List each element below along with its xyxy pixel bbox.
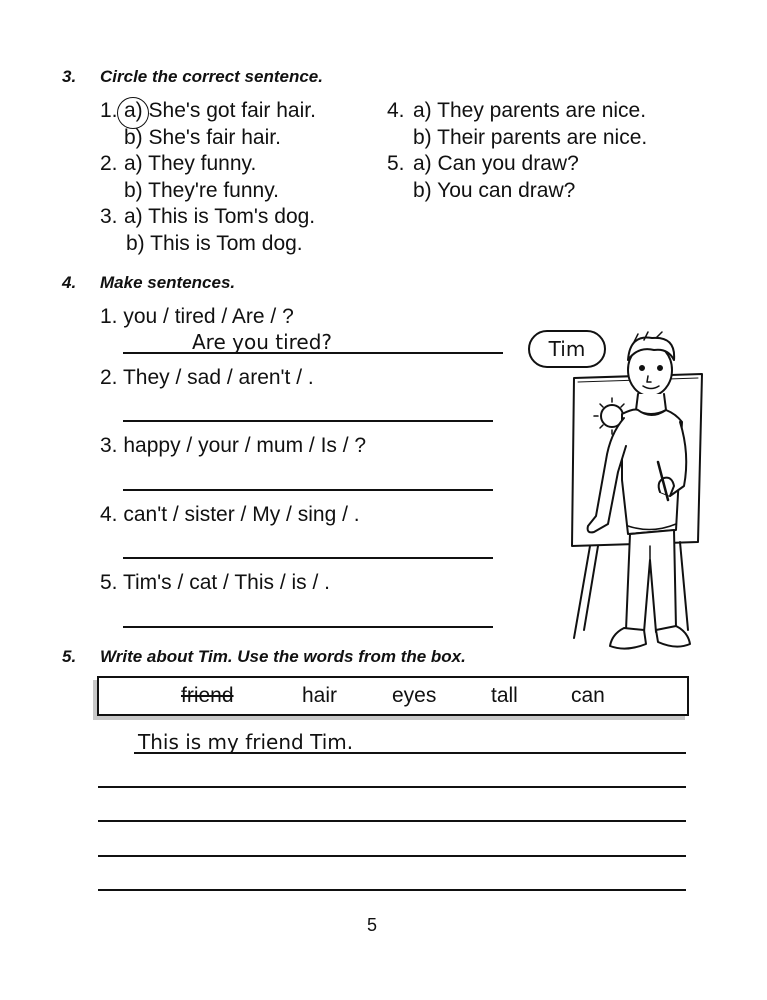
ex3-item5-number: 5. — [387, 152, 405, 175]
ex4-item1-prompt: 1. you / tired / Are / ? — [100, 305, 294, 328]
ex3-item2-number: 2. — [100, 152, 118, 175]
ex4-item2-answer-line[interactable] — [123, 420, 493, 422]
word-box-item-tall: tall — [491, 684, 518, 707]
ex3-item4-option-a[interactable]: a) They parents are nice. — [413, 99, 647, 122]
ex3-item4-number: 4. — [387, 99, 405, 122]
word-box-item-hair: hair — [302, 684, 338, 707]
ex3-item3-option-a[interactable]: a) This is Tom's dog. — [124, 205, 316, 228]
exercise-5-number: 5. — [62, 647, 77, 666]
exercise-3-number: 3. — [62, 67, 77, 86]
ex3-item5-option-a[interactable]: a) Can you draw? — [413, 152, 579, 175]
ex4-item3-answer-line[interactable] — [123, 489, 493, 491]
ex4-item5-answer-line[interactable] — [123, 626, 493, 628]
ex4-item5-prompt: 5. Tim's / cat / This / is / . — [100, 571, 331, 594]
ex3-item2-option-a[interactable]: a) They funny. — [124, 152, 257, 175]
ex3-item1-option-b[interactable]: b) She's fair hair. — [124, 126, 281, 149]
ex4-item1-answer-line[interactable] — [123, 352, 503, 354]
ex3-item4-option-b[interactable]: b) Their parents are nice. — [413, 126, 648, 149]
ex4-item4-answer-line[interactable] — [123, 557, 493, 559]
ex5-writing-line-1[interactable] — [134, 752, 686, 754]
ex4-item4-prompt: 4. can't / sister / My / sing / . — [100, 503, 360, 526]
word-box — [97, 676, 689, 716]
exercise-4-number: 4. — [62, 273, 77, 292]
ex3-item3-number: 3. — [100, 205, 118, 228]
ex3-item5-option-b[interactable]: b) You can draw? — [413, 179, 576, 202]
exercise-3-title: Circle the correct sentence. — [100, 67, 323, 86]
ex4-item2-prompt: 2. They / sad / aren't / . — [100, 366, 314, 389]
ex3-item1-number: 1. — [100, 99, 118, 122]
ex4-item3-prompt: 3. happy / your / mum / Is / ? — [100, 434, 367, 457]
ex3-item1-option-a[interactable]: a) She's got fair hair. — [124, 99, 316, 122]
word-box-item-eyes: eyes — [392, 684, 437, 707]
ex5-example-answer[interactable]: This is my friend Tim. — [138, 730, 354, 754]
exercise-4-title: Make sentences. — [100, 273, 236, 292]
page-number: 5 — [367, 915, 378, 935]
ex3-item2-option-b[interactable]: b) They're funny. — [124, 179, 279, 202]
ex5-writing-line-2[interactable] — [98, 786, 686, 788]
tim-easel-illustration — [530, 330, 710, 665]
ex5-writing-line-3[interactable] — [98, 820, 686, 822]
ex3-item3-option-b[interactable]: b) This is Tom dog. — [126, 232, 303, 255]
tim-name-label: Tim — [548, 337, 586, 361]
exercise-5-title: Write about Tim. Use the words from the box. — [100, 647, 466, 666]
ex5-writing-line-5[interactable] — [98, 889, 686, 891]
word-box-item-can: can — [571, 684, 605, 707]
ex4-item1-answer[interactable]: Are you tired? — [192, 330, 333, 354]
ex5-writing-line-4[interactable] — [98, 855, 686, 857]
word-box-item-friend: friend — [181, 684, 234, 707]
